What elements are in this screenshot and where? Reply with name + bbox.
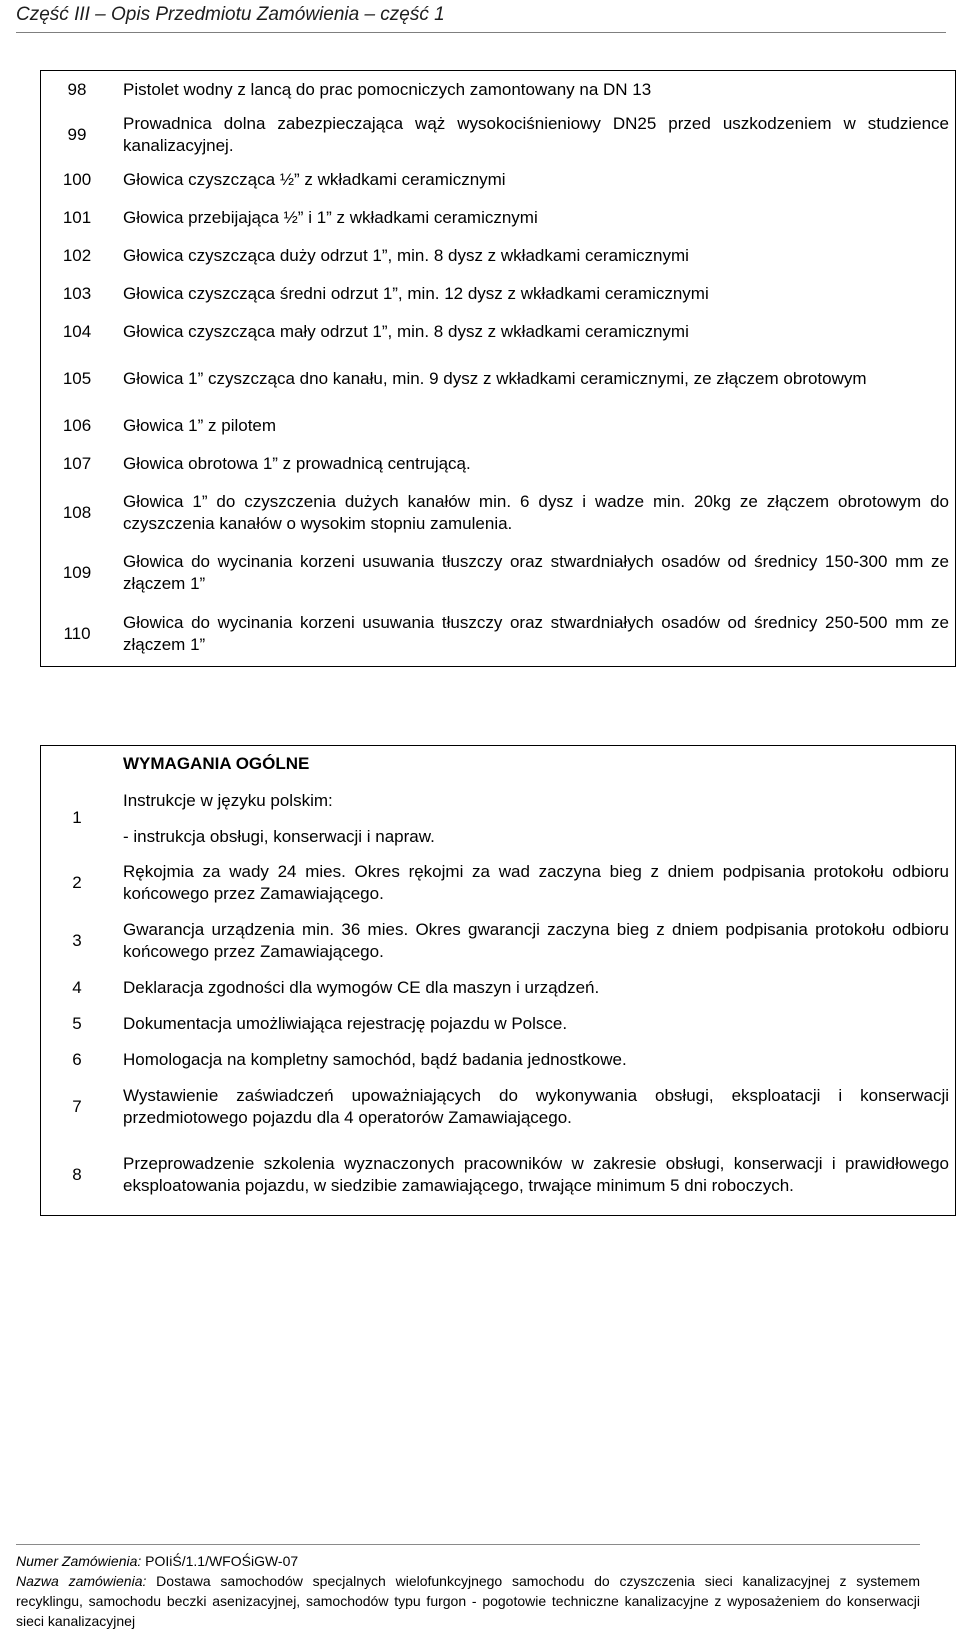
row-text: Głowica czyszcząca średni odrzut 1”, min. 12 dysz z wkładkami ceramicznymi (123, 283, 709, 303)
row-number: 4 (72, 977, 82, 997)
equipment-table (40, 70, 956, 667)
row-text: Prowadnica dolna zabezpieczająca wąż wysokociśnieniowy DN25 przed uszkodzeniem w studzience kanalizacyjnej. (123, 113, 949, 155)
table-row (41, 912, 956, 970)
row-text: Gwarancja urządzenia min. 36 mies. Okres gwarancji zaczyna bieg z dniem podpisania protokołu odbioru końcowego przez Zamawiającego. (123, 919, 949, 961)
row-number: 8 (72, 1165, 82, 1185)
row-number: 102 (62, 245, 92, 265)
row-number: 7 (72, 1096, 82, 1116)
row-number: 108 (62, 502, 92, 522)
row-text: Głowica 1” do czyszczenia dużych kanałów min. 6 dysz i wadze min. 20kg ze złączem obrotowym do czyszczenia kanałów o wysokim stopniu zamulenia. (123, 491, 949, 533)
row-number: 106 (62, 415, 92, 435)
row-text: Głowica 1” z pilotem (123, 415, 277, 435)
section-heading: WYMAGANIA OGÓLNE (123, 753, 310, 773)
table-row (41, 109, 956, 161)
row-number: 99 (67, 124, 87, 144)
order-number-label: Numer Zamówienia: (16, 1553, 142, 1569)
row-number: 104 (62, 321, 92, 341)
row-text: Homologacja na kompletny samochód, bądź badania jednostkowe. (123, 1049, 627, 1069)
table-row (41, 854, 956, 912)
table-row (41, 1006, 956, 1042)
table-row (41, 199, 956, 237)
table-row (41, 746, 956, 782)
row-number: 3 (72, 930, 82, 950)
table-row (41, 1078, 956, 1136)
page-header: Część III – Opis Przedmiotu Zamówienia – część 1 (16, 4, 946, 33)
row-text: Głowica 1” czyszcząca dno kanału, min. 9 dysz z wkładkami ceramicznymi, ze złączem obrotowym (123, 368, 867, 388)
order-name-label: Nazwa zamówienia: (16, 1573, 147, 1589)
row-number: 100 (62, 169, 92, 189)
row-number: 103 (62, 283, 92, 303)
table-row (41, 161, 956, 199)
row-text: Wystawienie zaświadczeń upoważniających do wykonywania obsługi, eksploatacji i konserwacji przedmiotowego pojazdu dla 4 operatorów Zamawiającego. (123, 1085, 949, 1127)
table-row (41, 603, 956, 667)
table-row (41, 351, 956, 407)
page-footer (16, 1544, 920, 1631)
order-name-value: Dostawa samochodów specjalnych wielofunkcyjnego samochodu do czyszczenia sieci kanalizacyjnej z systemem recyklingu, samochodu beczki asenizacyjnej, samochodów typu furgon - pogotowie techniczne kanalizacyjne z wyposażeniem do konserwacji sieci kanalizacyjnej (16, 1573, 921, 1629)
row-number: 101 (62, 207, 92, 227)
row-text: Głowica czyszcząca duży odrzut 1”, min. 8 dysz z wkładkami ceramicznymi (123, 245, 689, 265)
order-number-value: POIiŚ/1.1/WFOŚiGW-07 (145, 1553, 299, 1569)
row-text: Przeprowadzenie szkolenia wyznaczonych pracowników w zakresie obsługi, konserwacji i prawidłowego eksploatowania pojazdu, w siedzibie zamawiającego, trwające minimum 5 dni roboczych. (123, 1154, 949, 1196)
row-text: Deklaracja zgodności dla wymogów CE dla maszyn i urządzeń. (123, 977, 600, 997)
row-text: Dokumentacja umożliwiająca rejestrację pojazdu w Polsce. (123, 1013, 568, 1033)
table-row (41, 483, 956, 543)
table-row (41, 543, 956, 603)
row-number: 6 (72, 1049, 82, 1069)
row-text: Głowica czyszcząca mały odrzut 1”, min. 8 dysz z wkładkami ceramicznymi (123, 321, 689, 341)
row-text: Głowica obrotowa 1” z prowadnicą centrującą. (123, 453, 471, 473)
table-row (41, 237, 956, 275)
requirements-table (40, 745, 956, 1216)
row-text: Pistolet wodny z lancą do prac pomocniczych zamontowany na DN 13 (123, 79, 652, 99)
row-text: Instrukcje w języku polskim: (123, 790, 333, 810)
row-number: 2 (72, 872, 82, 892)
row-text: Głowica do wycinania korzeni usuwania tłuszczy oraz stwardniałych osadów od średnicy 250-500 mm ze złączem 1” (123, 613, 949, 655)
table-row (41, 275, 956, 313)
row-text: Rękojmia za wady 24 mies. Okres rękojmi za wad zaczyna bieg z dniem podpisania protokołu odbioru końcowego przez Zamawiającego. (123, 861, 949, 903)
table-row (41, 445, 956, 483)
row-text: Głowica przebijająca ½” i 1” z wkładkami ceramicznymi (123, 207, 538, 227)
row-number: 105 (62, 368, 92, 388)
row-text: Głowica czyszcząca ½” z wkładkami ceramicznymi (123, 169, 506, 189)
row-text: - instrukcja obsługi, konserwacji i napraw. (123, 826, 435, 846)
row-number: 5 (72, 1013, 82, 1033)
table-row (41, 1042, 956, 1078)
row-text: Głowica do wycinania korzeni usuwania tłuszczy oraz stwardniałych osadów od średnicy 150-300 mm ze złączem 1” (123, 551, 949, 593)
row-number: 109 (62, 562, 92, 582)
row-number: 1 (72, 807, 82, 827)
table-row (41, 820, 956, 854)
row-number: 107 (62, 453, 92, 473)
table-row (41, 970, 956, 1006)
table-row (41, 313, 956, 351)
row-number: 98 (67, 79, 87, 99)
row-number: 110 (63, 624, 91, 644)
table-row (41, 1136, 956, 1216)
table-row (41, 782, 956, 820)
table-row (41, 71, 956, 109)
row-number (41, 746, 114, 782)
table-row (41, 407, 956, 445)
